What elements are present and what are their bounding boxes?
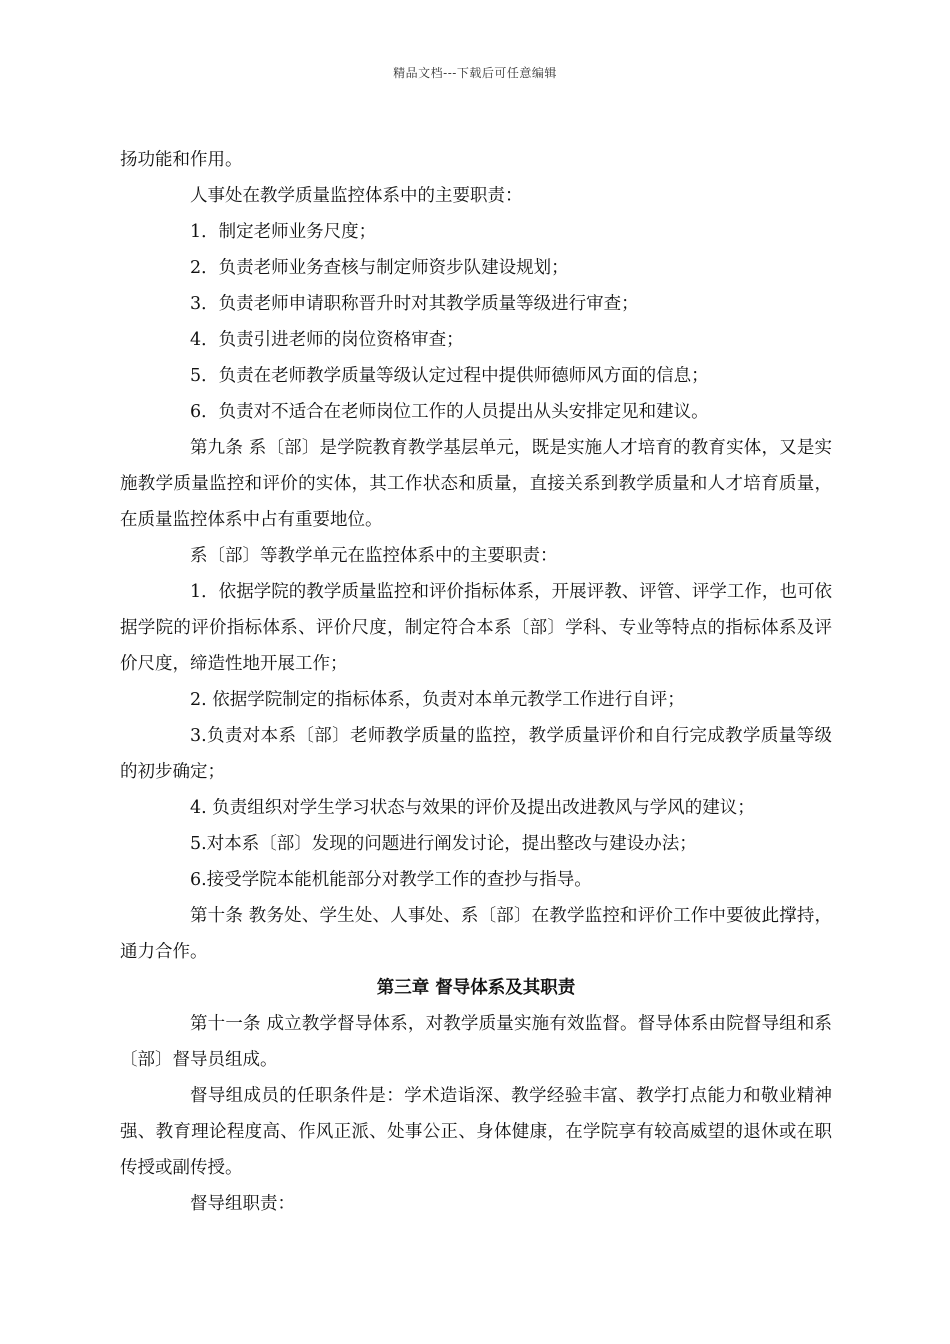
paragraph: 系〔部〕等教学单元在监控体系中的主要职责： <box>190 546 558 566</box>
list-item: 6．负责对不适合在老师岗位工作的人员提出从头安排定见和建议。 <box>190 402 709 422</box>
paragraph: 人事处在教学质量监控体系中的主要职责： <box>190 186 523 206</box>
list-item: 3.负责对本系〔部〕老师教学质量的监控，教学质量评价和自行完成教学质量等级的初步确定； <box>120 726 832 782</box>
article-paragraph: 第十条 教务处、学生处、人事处、系〔部〕在教学监控和评价工作中要彼此撑持，通力合作。 <box>120 906 832 962</box>
list-item: 5．负责在老师教学质量等级认定过程中提供师德师风方面的信息； <box>190 366 709 386</box>
document-body <box>120 142 832 1222</box>
list-item: 6.接受学院本能机能部分对教学工作的查抄与指导。 <box>190 870 592 890</box>
page-header: 精品文档---下载后可任意编辑 <box>393 66 557 80</box>
article-paragraph: 第十一条 成立教学督导体系，对教学质量实施有效监督。督导体系由院督导组和系〔部〕督导员组成。 <box>120 1014 832 1070</box>
list-item: 4．负责引进老师的岗位资格审查； <box>190 330 464 350</box>
list-item: 4. 负责组织对学生学习状态与效果的评价及提出改进教风与学风的建议； <box>190 798 755 818</box>
paragraph: 督导组职责： <box>190 1194 295 1214</box>
list-item: 1．依据学院的教学质量监控和评价指标体系，开展评教、评管、评学工作，也可依据学院的评价指标体系、评价尺度，制定符合本系〔部〕学科、专业等特点的指标体系及评价尺度，缔造性地开展工作； <box>120 582 832 674</box>
list-item: 3．负责老师申请职称晋升时对其教学质量等级进行审查； <box>190 294 639 314</box>
paragraph: 督导组成员的任职条件是：学术造诣深、教学经验丰富、教学打点能力和敬业精神强、教育理论程度高、作风正派、处事公正、身体健康，在学院享有较高威望的退休或在职传授或副传授。 <box>120 1086 832 1178</box>
list-item: 1．制定老师业务尺度； <box>190 222 377 242</box>
list-item: 5.对本系〔部〕发现的问题进行阐发讨论，提出整改与建设办法； <box>190 834 697 854</box>
list-item: 2. 依据学院制定的指标体系，负责对本单元教学工作进行自评； <box>190 690 685 710</box>
article-paragraph: 第九条 系〔部〕是学院教育教学基层单元，既是实施人才培育的教育实体，又是实施教学质量监控和评价的实体，其工作状态和质量，直接关系到教学质量和人才培育质量，在质量监控体系中占有重要地位。 <box>120 438 832 530</box>
list-item: 2．负责老师业务查核与制定师资步队建设规划； <box>190 258 569 278</box>
chapter-heading: 第三章 督导体系及其职责 <box>376 978 576 998</box>
paragraph: 扬功能和作用。 <box>120 150 243 170</box>
